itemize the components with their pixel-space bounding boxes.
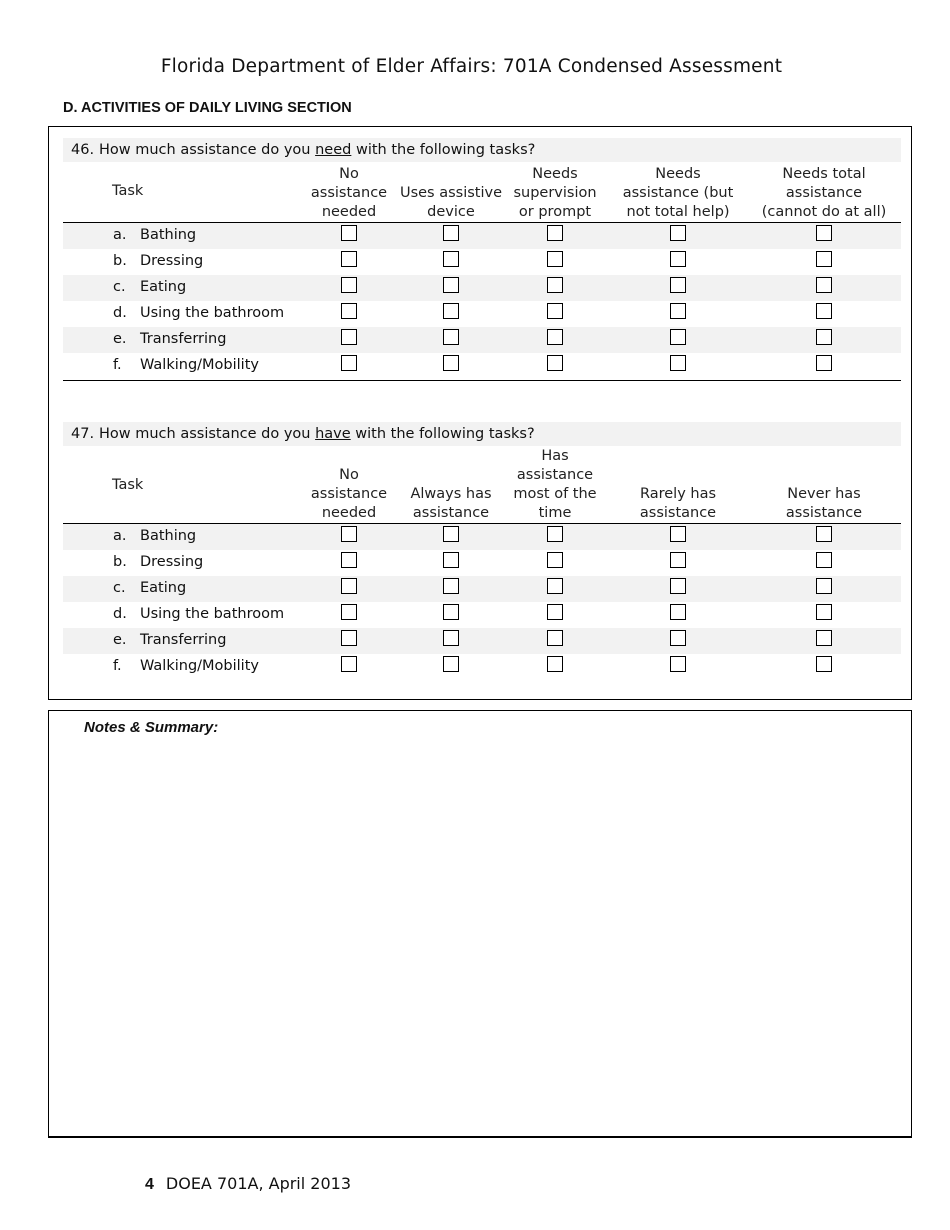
q47-checkbox-col-2[interactable] (443, 552, 459, 568)
q46-column-header-2 (396, 162, 506, 222)
column-header-line: (cannot do at all) (761, 204, 887, 220)
q47-row-eating (63, 576, 901, 602)
column-header-line: Uses assistive (399, 185, 503, 201)
q46-checkbox-col-2[interactable] (443, 225, 459, 241)
column-header-line: device (427, 204, 475, 220)
q47-checkbox-col-5[interactable] (816, 552, 832, 568)
notes-label: Notes & Summary: (84, 719, 219, 736)
q47-row-dressing (63, 550, 901, 576)
q47-checkbox-col-3[interactable] (547, 578, 563, 594)
q47-row-transferring (63, 628, 901, 654)
q46-text-pre: How much assistance do you (99, 142, 316, 158)
q46-checkbox-col-1[interactable] (341, 225, 357, 241)
q46-checkbox-col-2[interactable] (443, 251, 459, 267)
task-letter: e. (113, 632, 127, 648)
q46-checkbox-col-2[interactable] (443, 329, 459, 345)
q47-checkbox-col-3[interactable] (547, 526, 563, 542)
task-letter: f. (113, 357, 122, 373)
form-id: DOEA 701A, April 2013 (165, 1174, 351, 1193)
q47-checkbox-col-5[interactable] (816, 630, 832, 646)
task-letter: b. (113, 554, 127, 570)
task-name: Using the bathroom (140, 606, 285, 622)
column-header-line: most of the (513, 486, 597, 502)
q47-checkbox-col-2[interactable] (443, 604, 459, 620)
q47-number: 47. (71, 426, 95, 442)
column-header-line: assistance (but (622, 185, 734, 201)
task-name: Eating (140, 580, 187, 596)
q46-checkbox-col-4[interactable] (670, 355, 686, 371)
column-header-line: assistance (412, 505, 490, 521)
q46-column-header-1 (301, 162, 397, 222)
q46-checkbox-col-3[interactable] (547, 225, 563, 241)
q46-row-using-the-bathroom (63, 301, 901, 327)
task-letter: b. (113, 253, 127, 269)
q47-checkbox-col-2[interactable] (443, 656, 459, 672)
task-letter: d. (113, 305, 127, 321)
q47-text-post: with the following tasks? (350, 426, 535, 442)
q47-checkbox-col-1[interactable] (341, 552, 357, 568)
q46-checkbox-col-2[interactable] (443, 277, 459, 293)
q46-column-header-3 (507, 162, 603, 222)
q47-checkbox-col-4[interactable] (670, 630, 686, 646)
q46-number: 46. (71, 142, 95, 158)
column-header-line: time (538, 505, 572, 521)
task-name: Dressing (140, 554, 204, 570)
q47-checkbox-col-4[interactable] (670, 656, 686, 672)
column-header-line: assistance (310, 486, 388, 502)
q46-task-column-header: Task (112, 183, 144, 199)
task-letter: c. (113, 279, 126, 295)
column-header-line: assistance (785, 185, 863, 201)
q47-column-header-3 (507, 446, 603, 523)
q47-checkbox-col-5[interactable] (816, 604, 832, 620)
q47-checkbox-col-2[interactable] (443, 526, 459, 542)
q47-checkbox-col-2[interactable] (443, 578, 459, 594)
q46-checkbox-col-5[interactable] (816, 329, 832, 345)
q47-checkbox-col-1[interactable] (341, 578, 357, 594)
q46-column-header-5 (749, 162, 899, 222)
column-header-line: not total help) (626, 204, 730, 220)
q47-checkbox-col-3[interactable] (547, 630, 563, 646)
task-name: Bathing (140, 528, 197, 544)
q46-checkbox-col-1[interactable] (341, 303, 357, 319)
task-name: Eating (140, 279, 187, 295)
column-header-line: supervision (513, 185, 597, 201)
task-name: Bathing (140, 227, 197, 243)
task-letter: e. (113, 331, 127, 347)
q46-column-header-4 (613, 162, 743, 222)
q46-checkbox-col-4[interactable] (670, 277, 686, 293)
task-letter: d. (113, 606, 127, 622)
column-header-line: Never has (787, 486, 861, 502)
q46-checkbox-col-3[interactable] (547, 251, 563, 267)
q47-checkbox-col-1[interactable] (341, 604, 357, 620)
q46-header (63, 138, 901, 162)
q46-checkbox-col-4[interactable] (670, 303, 686, 319)
task-name: Using the bathroom (140, 305, 285, 321)
column-header-line: or prompt (518, 204, 592, 220)
task-name: Walking/Mobility (140, 658, 259, 674)
q47-checkbox-col-4[interactable] (670, 604, 686, 620)
section-heading: D. ACTIVITIES OF DAILY LIVING SECTION (63, 100, 352, 116)
q46-bottom-rule (63, 380, 901, 381)
column-header-line: Needs total (782, 166, 866, 182)
column-header-line: Rarely has (639, 486, 717, 502)
q47-column-header-1 (301, 446, 397, 523)
q46-text-post: with the following tasks? (351, 142, 536, 158)
page-footer (145, 1174, 351, 1194)
q46-row-bathing (63, 223, 901, 249)
q46-checkbox-col-1[interactable] (341, 329, 357, 345)
q46-checkbox-col-3[interactable] (547, 277, 563, 293)
q47-row-walking-mobility (63, 654, 901, 680)
column-header-line: needed (321, 505, 377, 521)
q46-checkbox-col-3[interactable] (547, 303, 563, 319)
q47-checkbox-col-1[interactable] (341, 526, 357, 542)
q47-checkbox-col-3[interactable] (547, 656, 563, 672)
q46-checkbox-col-3[interactable] (547, 329, 563, 345)
q47-text-pre: How much assistance do you (99, 426, 316, 442)
task-name: Transferring (140, 632, 227, 648)
task-letter: c. (113, 580, 126, 596)
q47-checkbox-col-5[interactable] (816, 526, 832, 542)
q47-header (63, 422, 901, 446)
column-header-line: Always has (410, 486, 492, 502)
q47-checkbox-col-3[interactable] (547, 552, 563, 568)
task-letter: a. (113, 227, 127, 243)
q47-checkbox-col-4[interactable] (670, 526, 686, 542)
q47-checkbox-col-1[interactable] (341, 656, 357, 672)
q47-checkbox-col-2[interactable] (443, 630, 459, 646)
q46-checkbox-col-4[interactable] (670, 329, 686, 345)
column-header-line: Needs (655, 166, 701, 182)
column-header-line: assistance (639, 505, 717, 521)
q46-checkbox-col-5[interactable] (816, 225, 832, 241)
q46-checkbox-col-4[interactable] (670, 251, 686, 267)
q46-checkbox-col-1[interactable] (341, 355, 357, 371)
q47-checkbox-col-3[interactable] (547, 604, 563, 620)
column-header-line: needed (321, 204, 377, 220)
q46-checkbox-col-5[interactable] (816, 303, 832, 319)
q46-checkbox-col-4[interactable] (670, 225, 686, 241)
q46-checkbox-col-2[interactable] (443, 355, 459, 371)
q46-text-emphasis: need (315, 142, 352, 158)
q46-checkbox-col-3[interactable] (547, 355, 563, 371)
column-header-line: assistance (516, 467, 594, 483)
q47-column-header-2 (396, 446, 506, 523)
task-letter: a. (113, 528, 127, 544)
column-header-line: assistance (785, 505, 863, 521)
q46-checkbox-col-5[interactable] (816, 355, 832, 371)
column-header-line: assistance (310, 185, 388, 201)
q46-checkbox-col-5[interactable] (816, 277, 832, 293)
page-title: Florida Department of Elder Affairs: 701A Condensed Assessment (160, 56, 783, 77)
q46-checkbox-col-5[interactable] (816, 251, 832, 267)
q46-checkbox-col-1[interactable] (341, 251, 357, 267)
column-header-line: No (339, 467, 359, 483)
q46-checkbox-col-1[interactable] (341, 277, 357, 293)
task-name: Walking/Mobility (140, 357, 259, 373)
task-name: Dressing (140, 253, 204, 269)
column-header-line: No (339, 166, 359, 182)
task-letter: f. (113, 658, 122, 674)
q47-row-bathing (63, 524, 901, 550)
q47-row-using-the-bathroom (63, 602, 901, 628)
q47-column-header-4 (613, 446, 743, 523)
q47-checkbox-col-4[interactable] (670, 578, 686, 594)
q47-checkbox-col-1[interactable] (341, 630, 357, 646)
task-name: Transferring (140, 331, 227, 347)
q47-column-header-5 (749, 446, 899, 523)
q46-checkbox-col-2[interactable] (443, 303, 459, 319)
page-number: 4 (145, 1176, 154, 1193)
q47-checkbox-col-5[interactable] (816, 578, 832, 594)
q47-checkbox-col-4[interactable] (670, 552, 686, 568)
notes-box[interactable] (48, 710, 912, 1138)
q46-row-transferring (63, 327, 901, 353)
column-header-line: Needs (532, 166, 578, 182)
q47-checkbox-col-5[interactable] (816, 656, 832, 672)
q47-text-emphasis: have (315, 426, 351, 442)
q46-row-eating (63, 275, 901, 301)
q47-task-column-header: Task (112, 477, 144, 493)
column-header-line: Has (541, 448, 569, 464)
q46-row-dressing (63, 249, 901, 275)
q46-row-walking-mobility (63, 353, 901, 379)
